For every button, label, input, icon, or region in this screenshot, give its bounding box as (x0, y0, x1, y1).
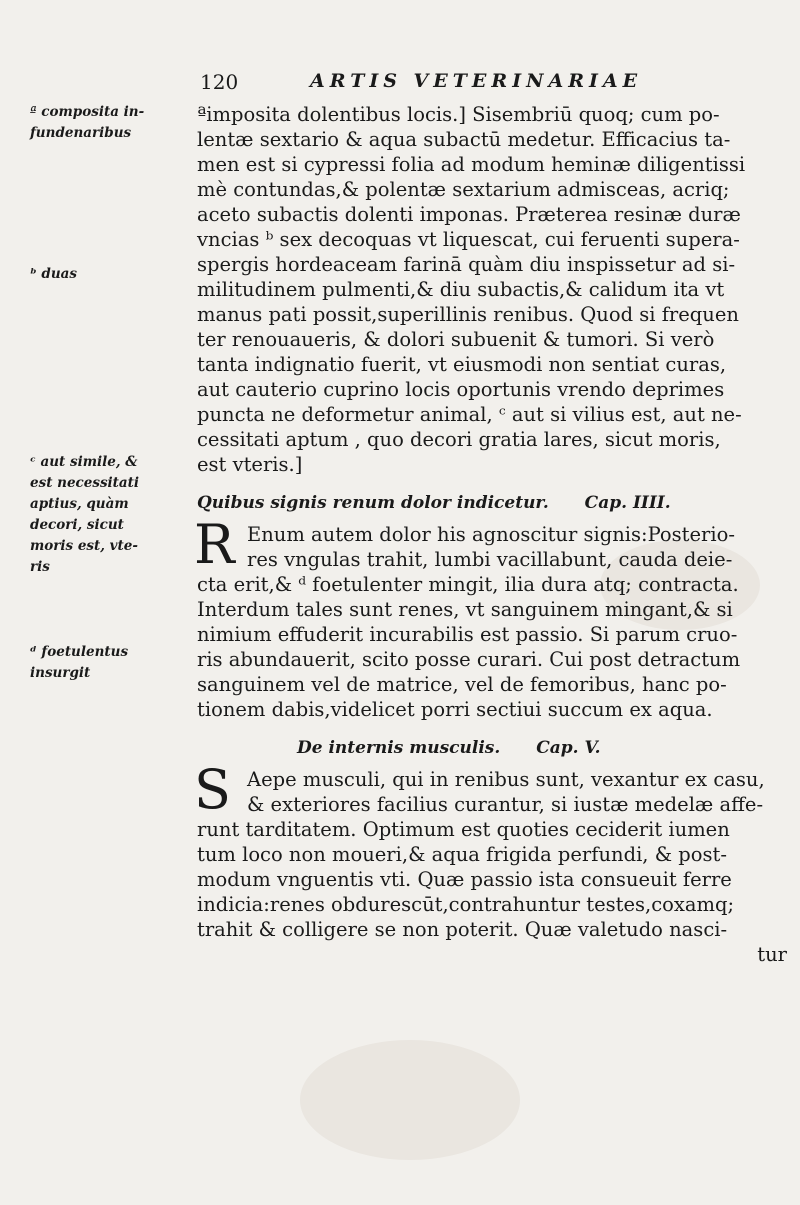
page-number: 120 (200, 70, 239, 94)
text-line: manus pati possit,superillinis renibus. Quod si frequen (197, 303, 739, 326)
text-line: tanta indignatio fuerit, vt eiusmodi non sentiat curas, (197, 353, 727, 376)
drop-cap: R (194, 513, 235, 576)
margin-note-d (30, 642, 128, 684)
text-line: ter renouaueris, & dolori subuenit & tumori. Si verò (197, 328, 715, 351)
chapter-title: Quibus signis renum dolor indicetur. (197, 493, 549, 513)
chapter-title: De internis musculis. (297, 738, 501, 758)
text-line: runt tarditatem. Optimum est quoties ceciderit iumen (197, 818, 730, 841)
text-line: Enum autem dolor his agnoscitur signis:Posterio- (247, 523, 735, 546)
text-line: nimium effuderit incurabilis est passio. Si parum cruo- (197, 623, 738, 646)
margin-note-line: ᶜ aut simile, & (30, 454, 138, 470)
text-line: aceto subactis dolenti imponas. Præterea resinæ duræ (197, 203, 741, 226)
margin-note-a (30, 102, 144, 144)
text-line: Aepe musculi, qui in renibus sunt, vexantur ex casu, (247, 768, 765, 791)
text-line: res vngulas trahit, lumbi vacillabunt, cauda deie- (247, 548, 733, 571)
text-line: lentæ sextario & aqua subactū medetur. Efficacius ta- (197, 128, 731, 151)
text-line: & exteriores facilius curantur, si iustæ medelæ affe- (247, 793, 764, 816)
text-line: militudinem pulmenti,& diu subactis,& calidum ita vt (197, 278, 725, 301)
section-2 (194, 513, 787, 722)
text-line: ris abundauerit, scito posse curari. Cui post detractum (197, 648, 741, 671)
text-line: cessitati aptum , quo decori gratia lares, sicut moris, (197, 428, 721, 451)
page-header (200, 62, 760, 98)
text-line: tum loco non moueri,& aqua frigida perfundi, & post- (197, 843, 727, 866)
text-line: men est si cypressi folia ad modum heminæ diligentissi (197, 153, 746, 176)
catchword: tur (757, 943, 787, 966)
text-line: est vteris.] (197, 453, 303, 476)
section-1 (197, 102, 787, 477)
text-line: Interdum tales sunt renes, vt sanguinem mingant,& si (197, 598, 733, 621)
margin-note-line: decori, sicut (30, 517, 124, 533)
text-line: tionem dabis,videlicet porri sectiui succum ex aqua. (197, 698, 713, 721)
margin-note-line: est necessitati (30, 475, 140, 491)
text-line: ªimposita dolentibus locis.] Sisembriū quoq; cum po- (197, 103, 720, 126)
margin-note-line: insurgit (30, 665, 91, 681)
text-line: indicia:renes obdurescūt,contrahuntur testes,coxamq; (197, 893, 735, 916)
section-3 (194, 758, 787, 967)
text-line: spergis hordeaceam farinā quàm diu inspissetur ad si- (197, 253, 736, 276)
margin-note-line: fundenaribus (30, 125, 132, 141)
text-line: mè contundas,& polentæ sextarium admisceas, acriq; (197, 178, 730, 201)
margin-note-b (30, 264, 77, 285)
chapter-heading (197, 491, 787, 516)
running-title: ARTIS VETERINARIAE (310, 70, 643, 92)
paper-stain (300, 1040, 520, 1160)
margin-note-line: ris (30, 559, 50, 575)
margin-note-line: aptius, quàm (30, 496, 129, 512)
chapter-number: Cap. V. (536, 738, 601, 758)
text-line: vncias ᵇ sex decoquas vt liquescat, cui feruenti supera- (197, 228, 740, 251)
text-line: trahit & colligere se non poterit. Quæ valetudo nasci- (197, 918, 728, 941)
margin-note-c (30, 452, 139, 578)
chapter-heading (297, 736, 787, 761)
text-line: modum vnguentis vti. Quæ passio ista consueuit ferre (197, 868, 732, 891)
text-line: sanguinem vel de matrice, vel de femoribus, hanc po- (197, 673, 727, 696)
margin-note-line: ᵇ duas (30, 266, 78, 282)
body-text (194, 102, 787, 967)
text-line: puncta ne deformetur animal, ᶜ aut si vilius est, aut ne- (197, 403, 742, 426)
text-line: aut cauterio cuprino locis oportunis vrendo deprimes (197, 378, 725, 401)
margin-note-line: moris est, vte- (30, 538, 138, 554)
drop-cap: S (194, 758, 231, 821)
margin-note-line: ᵈ foetulentus (30, 644, 129, 660)
chapter-number: Cap. IIII. (584, 493, 671, 513)
text-line: cta erit,& ᵈ foetulenter mingit, ilia dura atq; contracta. (197, 573, 739, 596)
margin-note-line: ª composita in- (30, 104, 145, 120)
